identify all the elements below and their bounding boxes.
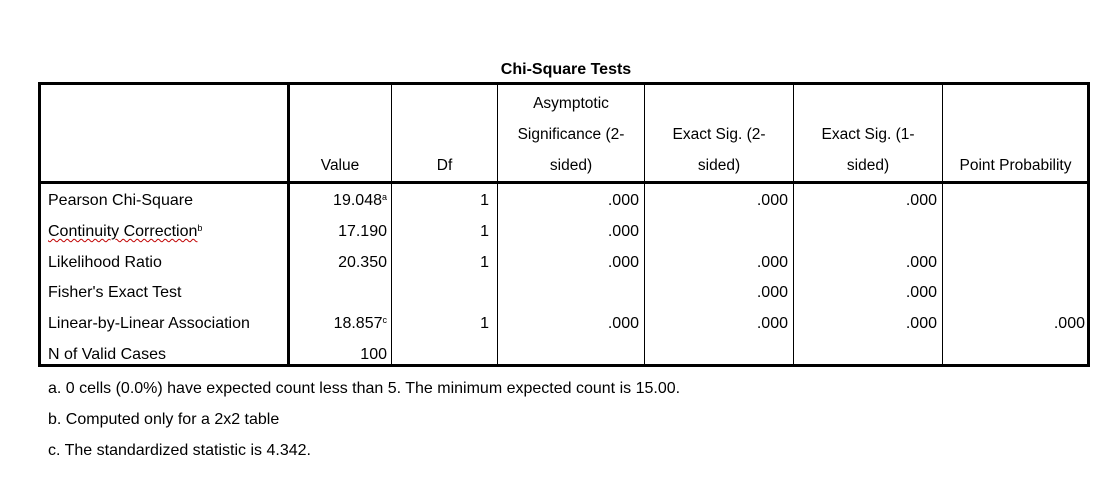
df-cell: 1 — [480, 315, 489, 332]
column-divider — [391, 84, 392, 365]
df-cell: 1 — [480, 254, 489, 271]
value-cell: 18.857$^c$ — [333, 315, 387, 332]
row-label: Linear-by-Linear Association — [48, 315, 250, 332]
value-cell: 100 — [360, 346, 387, 363]
header-divider — [38, 181, 1090, 184]
asymp-sig-cell: .000 — [607, 192, 639, 209]
header-point-probability: Point Probability — [959, 157, 1072, 174]
header-exact2-line1: Exact Sig. (2- — [672, 126, 766, 143]
footnote-marker: a — [381, 192, 387, 202]
point-probability-cell: .000 — [1053, 315, 1085, 332]
row-label: Pearson Chi-Square — [48, 192, 193, 209]
header-value: Value — [320, 157, 360, 174]
footnote-c: c. The standardized statistic is 4.342. — [48, 442, 311, 459]
header-exact2-line2: sided) — [697, 157, 741, 174]
asymp-sig-cell: .000 — [607, 254, 639, 271]
exact-sig-1-cell: .000 — [905, 254, 937, 271]
header-asymp-line1: Asymptotic — [533, 95, 609, 112]
asymp-sig-cell: .000 — [607, 223, 639, 240]
header-asymp-line2: Significance (2- — [517, 126, 625, 143]
header-asymp-line3: sided) — [549, 157, 593, 174]
exact-sig-1-cell: .000 — [905, 284, 937, 301]
header-exact1-line2: sided) — [846, 157, 890, 174]
value-cell: 19.048$^a$ — [333, 192, 387, 209]
exact-sig-1-cell: .000 — [905, 192, 937, 209]
row-label: Continuity Correction$^b$ — [48, 223, 203, 240]
row-label: Fisher's Exact Test — [48, 284, 182, 301]
footnote-a: a. 0 cells (0.0%) have expected count less than 5. The minimum expected count is 15.00. — [48, 380, 681, 397]
row-label-divider — [287, 82, 290, 367]
exact-sig-2-cell: .000 — [756, 315, 788, 332]
exact-sig-2-cell: .000 — [756, 254, 788, 271]
footnote-marker: c — [382, 315, 387, 325]
value-cell: 20.350 — [338, 254, 387, 271]
footnote-marker: b — [197, 223, 203, 233]
header-exact1-line1: Exact Sig. (1- — [821, 126, 915, 143]
table-title: Chi-Square Tests — [500, 61, 632, 78]
asymp-sig-cell: .000 — [607, 315, 639, 332]
exact-sig-1-cell: .000 — [905, 315, 937, 332]
value-cell: 17.190 — [338, 223, 387, 240]
exact-sig-2-cell: .000 — [756, 192, 788, 209]
row-label: N of Valid Cases — [48, 346, 166, 363]
footnote-b: b. Computed only for a 2x2 table — [48, 411, 280, 428]
header-df: Df — [436, 157, 453, 174]
row-label: Likelihood Ratio — [48, 254, 162, 271]
exact-sig-2-cell: .000 — [756, 284, 788, 301]
df-cell: 1 — [480, 192, 489, 209]
df-cell: 1 — [480, 223, 489, 240]
column-divider — [942, 84, 943, 365]
